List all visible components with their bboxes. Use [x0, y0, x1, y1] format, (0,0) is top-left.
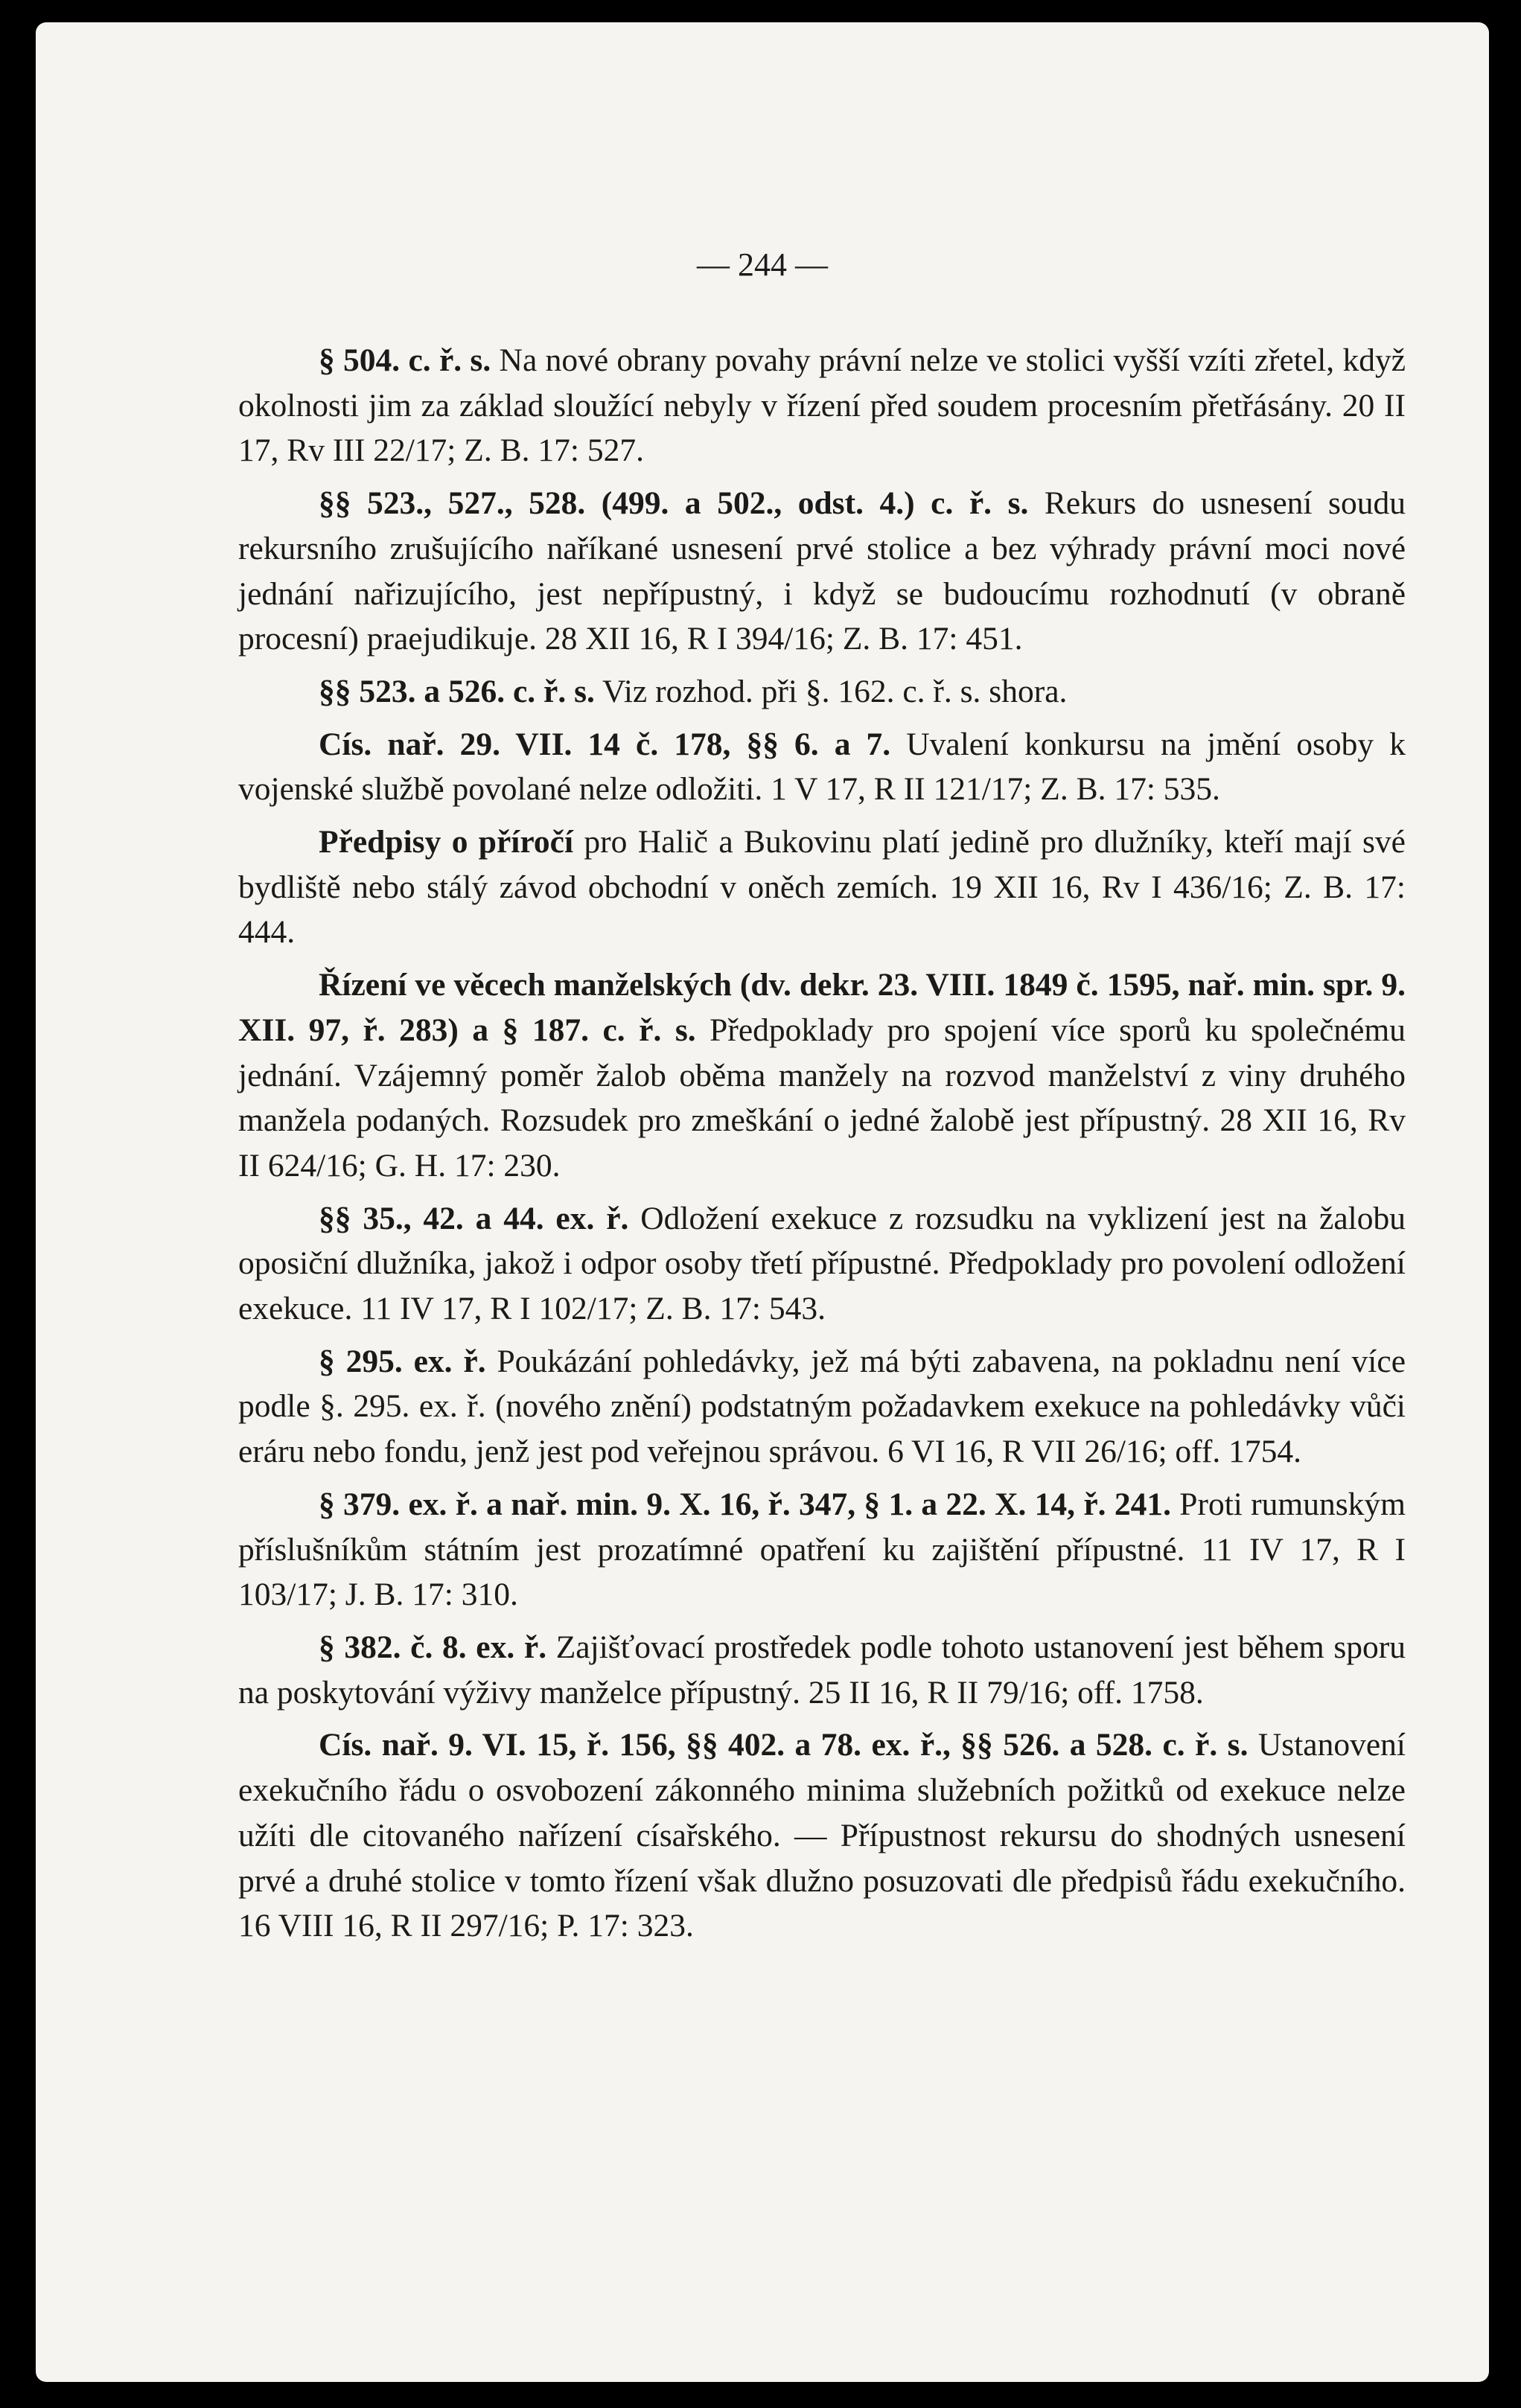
entry-35-42-44-ex — [238, 1196, 1406, 1332]
entry-text: Předpoklady pro spojení více sporů ku společnému jednání. Vzájemný poměr žalob oběma manžely na rozvod manželství z viny druhého manžela podaných. Rozsudek pro zmeškání o jedné žalobě jest přípustný. 28 XII 16, Rv II 624/16; G. H. 17: 230. — [238, 1012, 1406, 1184]
entry-text: Ustanovení exekučního řádu o osvobození zákonného minima služebních požitků od exekuce nelze užíti dle citovaného nařízení císařského. — Přípustnost rekursu do shodných usnesení prvé a druhé stolice v tomto řízení však dlužno posuzovati dle předpisů řádu exekučního. 16 VIII 16, R II 297/16; P. 17: 323. — [238, 1727, 1406, 1944]
entry-382-ex — [238, 1625, 1406, 1715]
page-number: — 244 — — [697, 246, 828, 283]
entry-text: Zajišťovací prostředek podle tohoto ustanovení jest během sporu na poskytování výživy manželce přípustný. 25 II 16, R II 79/16; off. 1758. — [238, 1629, 1406, 1711]
entry-reference: Řízení ve věcech manželských (dv. dekr. 23. VIII. 1849 č. 1595, nař. min. spr. 9. XII. 97, ř. 283) a § 187. c. ř. s. — [238, 967, 1406, 1048]
entry-text: Proti rumunským příslušníkům státním jest prozatímné opatření ku zajištění přípustné. 11 IV 17, R I 103/17; J. B. 17: 310. — [238, 1486, 1406, 1613]
entry-text: Viz rozhod. při §. 162. c. ř. s. shora. — [594, 673, 1068, 709]
entry-reference: §§ 35., 42. a 44. ex. ř. — [319, 1200, 629, 1236]
entry-text: pro Halič a Bukovinu platí jedině pro dlužníky, kteří mají své bydliště nebo stálý závod obchodní v oněch zemích. 19 XII 16, Rv I 436/16; Z. B. 17: 444. — [238, 824, 1406, 951]
entry-295-ex — [238, 1339, 1406, 1475]
entry-predpisy-o-priroci — [238, 820, 1406, 955]
entry-text: Poukázání pohledávky, jež má býti zabavena, na pokladnu není více podle §. 295. ex. ř. (nového znění) podstatným požadavkem exekuce na pohledávky vůči eráru nebo fondu, jenž jest pod veřejnou správou. 6 VI 16, R VII 26/16; off. 1754. — [238, 1343, 1406, 1470]
entry-text: Odložení exekuce z rozsudku na vyklizení jest na žalobu oposiční dlužníka, jakož i odpor osoby třetí přípustné. Předpoklady pro povolení odložení exekuce. 11 IV 17, R I 102/17; Z. B. 17: 543. — [238, 1200, 1406, 1327]
entry-reference: Cís. nař. 29. VII. 14 č. 178, §§ 6. a 7. — [319, 726, 891, 762]
entry-text: Na nové obrany povahy právní nelze ve stolici vyšší vzíti zřetel, když okolnosti jim za základ sloužící nebyly v řízení před soudem procesním přetřásány. 20 II 17, Rv III 22/17; Z. B. 17: 527. — [238, 342, 1406, 469]
entry-cis-nar-29-vii-14 — [238, 722, 1406, 812]
entry-reference: § 382. č. 8. ex. ř. — [319, 1629, 547, 1665]
entry-text: Rekurs do usnesení soudu rekursního zrušujícího naříkané usnesení prvé stolice a bez výhrady právní moci nové jednání nařizujícího, jest nepřípustný, i když se budoucímu rozhodnutí (v obraně procesní) praejudikuje. 28 XII 16, R I 394/16; Z. B. 17: 451. — [238, 485, 1406, 657]
document-page — [36, 22, 1489, 2382]
entry-text: Uvalení konkursu na jmění osoby k vojenské službě povolané nelze odložiti. 1 V 17, R II 121/17; Z. B. 17: 535. — [238, 726, 1406, 808]
entry-reference: §§ 523., 527., 528. (499. a 502., odst. 4.) c. ř. s. — [319, 485, 1029, 522]
entry-reference: Předpisy o příročí — [319, 824, 574, 860]
entry-reference: Cís. nař. 9. VI. 15, ř. 156, §§ 402. a 78. ex. ř., §§ 526. a 528. c. ř. s. — [319, 1727, 1249, 1763]
text-body — [238, 338, 1406, 1956]
entry-rizeni-manzelske — [238, 962, 1406, 1189]
entry-504 — [238, 338, 1406, 473]
entry-reference: § 379. ex. ř. a nař. min. 9. X. 16, ř. 347, § 1. a 22. X. 14, ř. 241. — [319, 1486, 1171, 1522]
entry-cis-nar-9-vi-15 — [238, 1722, 1406, 1949]
entry-523-527-528 — [238, 481, 1406, 662]
entry-reference: § 504. c. ř. s. — [319, 342, 491, 378]
entry-reference: §§ 523. a 526. c. ř. s. — [319, 673, 595, 709]
entry-reference: § 295. ex. ř. — [319, 1343, 486, 1379]
entry-523-526 — [238, 669, 1406, 715]
entry-379-ex — [238, 1482, 1406, 1617]
